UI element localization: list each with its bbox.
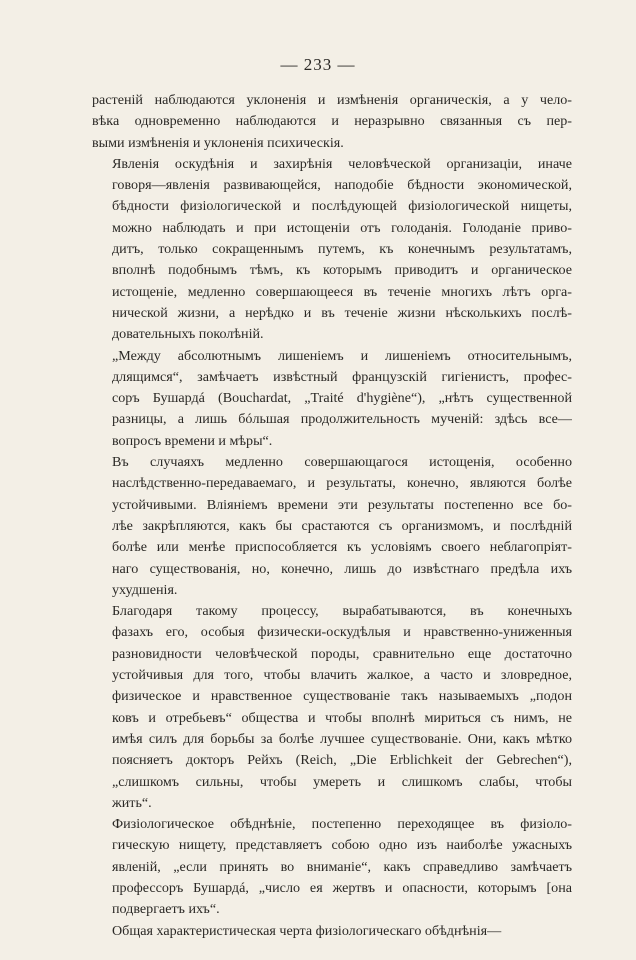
paragraph [92,814,572,920]
text-line: имѣя силъ для борьбы за болѣе лучшее существованіе. Они, какъ мѣтко [112,730,572,747]
text-line: соръ Бушардá (Bouchardat, „Traité d'hygiène“), „нѣтъ существенной [112,390,572,407]
text-line: профессоръ Бушардá, „число ея жертвъ и опасности, которымъ [она [112,879,572,896]
text-line: явленій, „если принять во вниманіе“, какъ справедливо замѣчаетъ [112,858,572,875]
text-line: разницы, а лишь бóльшая продолжительность мученій: здѣсь все— [112,411,572,428]
page-number: — 233 — [280,55,356,74]
text-line: вѣка одновременно наблюдаются и неразрывно связанныя съ пер- [92,113,572,130]
paragraph [92,346,572,452]
text-line: поясняетъ докторъ Рейхъ (Reich, „Die Erblichkeit der Gebrechen“), [112,752,572,769]
paragraph [92,154,572,346]
body-text [92,90,572,942]
text-line: дитъ, только сокращеннымъ путемъ, къ конечнымъ результатамъ, [112,241,572,258]
text-line: довательныхъ поколѣній. [112,326,264,343]
text-line: вполнѣ подобнымъ тѣмъ, къ которымъ приводитъ и органическое [112,262,572,279]
text-line: устойчивыя для того, чтобы влачить жалкое, а часто и зловредное, [112,667,572,684]
text-line: нической жизни, а нерѣдко и въ теченіе жизни нѣсколькихъ послѣ- [112,304,572,321]
text-line: лѣе закрѣпляются, какъ бы срастаются съ организмомъ, и послѣдній [112,517,572,534]
text-line: болѣе или менѣе приспособляется къ условіямъ своего неблагопріят- [112,539,572,556]
text-line: гическую нищету, представляетъ собою одно изъ наиболѣе ужасныхъ [112,837,572,854]
text-line: наслѣдственно-передаваемаго, и результаты, конечно, являются болѣе [112,475,572,492]
text-line: наго существованія, но, конечно, лишь до извѣстнаго предѣла ихъ [112,560,572,577]
text-line: истощеніе, медленно совершающееся въ теченіе многихъ лѣтъ орга- [112,283,572,300]
text-line: жить“. [112,794,152,811]
text-line: „слишкомъ сильны, чтобы умереть и слишкомъ слабы, чтобы [112,773,572,790]
text-line: бѣдности физіологической и послѣдующей физіологической нищеты, [112,198,572,215]
text-line: подвергаетъ ихъ“. [112,901,220,918]
text-line: Въ случаяхъ медленно совершающагося истощенія, особенно [112,454,572,471]
text-line: Благодаря такому процессу, вырабатываются, въ конечныхъ [112,603,572,620]
text-line: ковъ и отребьевъ“ общества и чтобы вполнѣ мириться съ нимъ, не [112,709,572,726]
paragraph [92,601,572,814]
text-line: можно наблюдать и при истощеніи отъ голоданія. Голоданіе приво- [112,219,572,236]
text-line: разновидности человѣческой породы, сравнительно еще достаточно [112,645,572,662]
text-line: „Между абсолютнымъ лишеніемъ и лишеніемъ относительнымъ, [112,347,572,364]
text-line: устойчивыми. Вліяніемъ времени эти результаты постепенно все бо- [112,496,572,513]
paragraph [92,921,572,942]
text-line: вопросъ времени и мѣры“. [112,432,273,449]
paragraph [92,452,572,601]
text-line: Физіологическое обѣднѣніе, постепенно переходящее въ физіоло- [112,816,572,833]
text-line: фазахъ его, особыя физически-оскудѣлыя и нравственно-униженныя [112,624,572,641]
text-line: растеній наблюдаются уклоненія и измѣненія органическія, а у чело- [92,92,572,108]
text-line: длящимся“, замѣчаетъ извѣстный французскій гигіенистъ, профес- [112,368,572,385]
text-line: Общая характеристическая черта физіологическаго обѣднѣнія— [112,922,502,939]
text-line: Явленія оскудѣнія и захирѣнія человѣческой организаціи, иначе [112,155,572,172]
text-line: ухудшенія. [112,581,178,598]
paragraph [92,90,572,154]
text-line: физическое и нравственное существованіе такъ называемыхъ „подон [112,688,572,705]
text-line: говоря—явленія развивающейся, наподобіе бѣдности экономической, [112,177,572,194]
text-line: выми измѣненія и уклоненія психическія. [92,134,344,151]
